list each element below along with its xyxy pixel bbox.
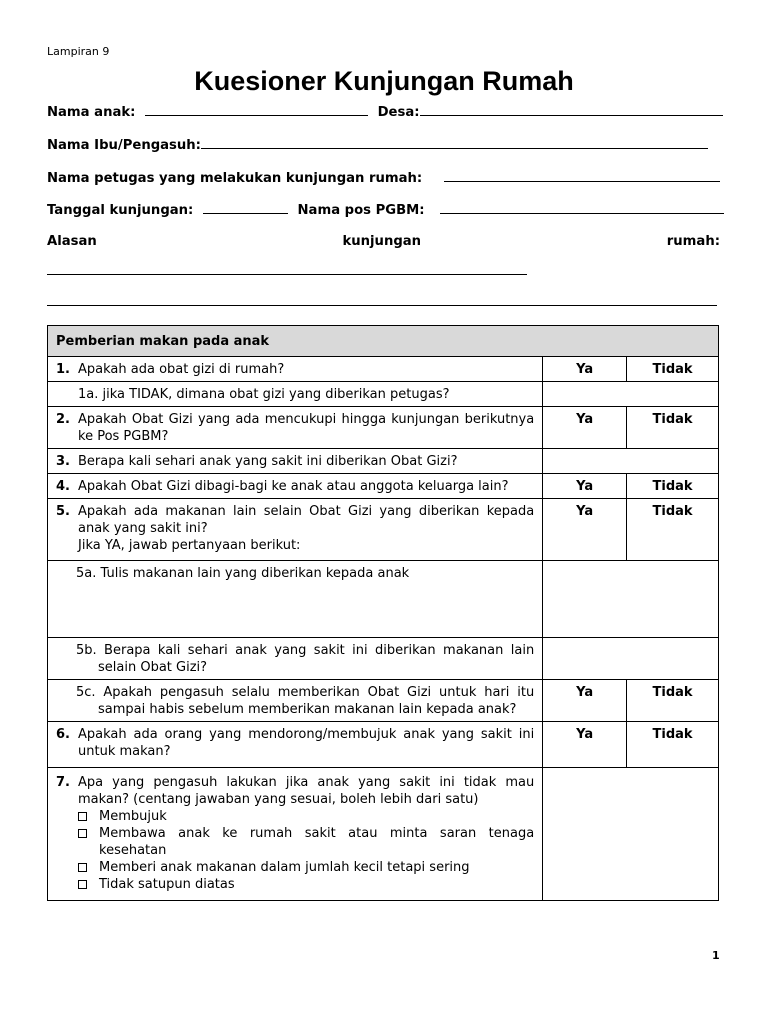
page-number: 1 — [712, 949, 720, 962]
tidak-option[interactable]: Tidak — [627, 680, 719, 722]
desa-label: Desa: — [377, 105, 420, 120]
question-cell — [48, 474, 543, 499]
ya-option[interactable]: Ya — [543, 407, 627, 449]
nama-ibu-label: Nama Ibu/Pengasuh: — [47, 138, 201, 153]
question-text: 5a. Tulis makanan lain yang diberikan kepada anak — [76, 566, 410, 581]
tidak-option[interactable]: Tidak — [627, 407, 719, 449]
alasan-blank-2[interactable] — [47, 294, 717, 306]
nama-petugas-label: Nama petugas yang melakukan kunjungan rumah: — [47, 171, 423, 186]
table-header-row — [48, 326, 719, 357]
alasan-word: Alasan — [47, 234, 97, 249]
question-cell — [48, 768, 543, 901]
checkbox-icon[interactable] — [78, 880, 87, 889]
question-number: 6. — [56, 727, 70, 742]
field-row-tanggal — [47, 203, 724, 218]
answer-cell[interactable] — [543, 768, 719, 901]
nama-anak-label: Nama anak: — [47, 105, 136, 120]
checkbox-icon[interactable] — [78, 812, 87, 821]
question-text: Apakah ada orang yang mendorong/membujuk anak yang sakit ini untuk makan? — [78, 727, 535, 759]
table-row — [48, 407, 719, 449]
nama-petugas-blank[interactable] — [444, 171, 720, 182]
ya-option[interactable]: Ya — [543, 474, 627, 499]
desa-blank[interactable] — [420, 105, 723, 116]
question-cell — [48, 449, 543, 474]
question-text: Apakah Obat Gizi yang ada mencukupi hingga kunjungan berikutnya ke Pos PGBM? — [78, 412, 535, 444]
question-note: Jika YA, jawab pertanyaan berikut: — [78, 538, 301, 553]
rumah-word: rumah: — [666, 234, 720, 249]
option-label: Membawa anak ke rumah sakit atau minta saran tenaga kesehatan — [99, 826, 535, 858]
question-cell — [48, 722, 543, 768]
question-cell — [48, 561, 543, 638]
table-row — [48, 638, 719, 680]
answer-cell[interactable] — [543, 561, 719, 638]
nama-pos-label: Nama pos PGBM: — [297, 203, 425, 218]
question-text: Apakah Obat Gizi dibagi-bagi ke anak atau anggota keluarga lain? — [78, 479, 509, 494]
nama-anak-blank[interactable] — [145, 105, 368, 116]
tanggal-blank[interactable] — [203, 203, 288, 214]
question-text: Apa yang pengasuh lakukan jika anak yang sakit ini tidak mau makan? (centang jawaban yang sesuai, boleh lebih dari satu) — [78, 775, 535, 807]
question-cell — [48, 407, 543, 449]
table-row — [48, 680, 719, 722]
page-title: Kuesioner Kunjungan Rumah — [194, 66, 574, 96]
ya-option[interactable]: Ya — [543, 680, 627, 722]
table-row — [48, 382, 719, 407]
kunjungan-word: kunjungan — [342, 234, 422, 249]
questionnaire-table — [47, 325, 719, 901]
table-row — [48, 499, 719, 561]
tidak-option[interactable]: Tidak — [627, 474, 719, 499]
question-number: 7. — [56, 775, 70, 790]
tidak-option[interactable]: Tidak — [627, 357, 719, 382]
field-row-nama-ibu — [47, 138, 708, 153]
nama-ibu-blank[interactable] — [201, 138, 708, 149]
question-number: 2. — [56, 412, 70, 427]
question-text: 5b. Berapa kali sehari anak yang sakit ini diberikan makanan lain selain Obat Gizi? — [76, 643, 535, 675]
field-row-alasan — [47, 234, 720, 249]
tidak-option[interactable]: Tidak — [627, 722, 719, 768]
question-number: 5. — [56, 504, 70, 519]
option-label: Memberi anak makanan dalam jumlah kecil tetapi sering — [99, 860, 470, 875]
question-text: Apakah ada makanan lain selain Obat Gizi yang diberikan kepada anak yang sakit ini? — [78, 504, 535, 536]
table-row — [48, 768, 719, 901]
question-text: Apakah ada obat gizi di rumah? — [78, 362, 285, 377]
checkbox-icon[interactable] — [78, 829, 87, 838]
question-cell — [48, 357, 543, 382]
field-row-nama-petugas — [47, 171, 720, 186]
question-text: 5c. Apakah pengasuh selalu memberikan Obat Gizi untuk hari itu sampai habis sebelum memberikan makanan lain kepada anak? — [76, 685, 535, 717]
ya-option[interactable]: Ya — [543, 499, 627, 561]
option-label: Tidak satupun diatas — [99, 877, 235, 892]
checkbox-option[interactable] — [56, 808, 534, 825]
question-text: 1a. jika TIDAK, dimana obat gizi yang diberikan petugas? — [78, 387, 450, 402]
answer-cell[interactable] — [543, 382, 719, 407]
table-row — [48, 449, 719, 474]
checkbox-icon[interactable] — [78, 863, 87, 872]
question-cell — [48, 638, 543, 680]
nama-pos-blank[interactable] — [440, 203, 724, 214]
question-number: 4. — [56, 479, 70, 494]
ya-option[interactable]: Ya — [543, 722, 627, 768]
tanggal-label: Tanggal kunjungan: — [47, 203, 194, 218]
answer-cell[interactable] — [543, 449, 719, 474]
section-title: Pemberian makan pada anak — [48, 326, 719, 357]
answer-cell[interactable] — [543, 638, 719, 680]
alasan-blank-1[interactable] — [47, 263, 527, 275]
option-label: Membujuk — [99, 809, 167, 824]
table-row — [48, 474, 719, 499]
lampiran-label: Lampiran 9 — [47, 45, 110, 58]
checkbox-option[interactable] — [56, 876, 534, 893]
table-row — [48, 722, 719, 768]
checkbox-option[interactable] — [56, 859, 534, 876]
question-number: 3. — [56, 454, 70, 469]
table-row — [48, 357, 719, 382]
question-cell — [48, 382, 543, 407]
checkbox-option[interactable] — [56, 825, 534, 859]
table-row — [48, 561, 719, 638]
field-row-nama-anak — [47, 105, 723, 120]
question-cell — [48, 680, 543, 722]
question-cell — [48, 499, 543, 561]
question-text: Berapa kali sehari anak yang sakit ini diberikan Obat Gizi? — [78, 454, 458, 469]
question-number: 1. — [56, 362, 70, 377]
tidak-option[interactable]: Tidak — [627, 499, 719, 561]
ya-option[interactable]: Ya — [543, 357, 627, 382]
